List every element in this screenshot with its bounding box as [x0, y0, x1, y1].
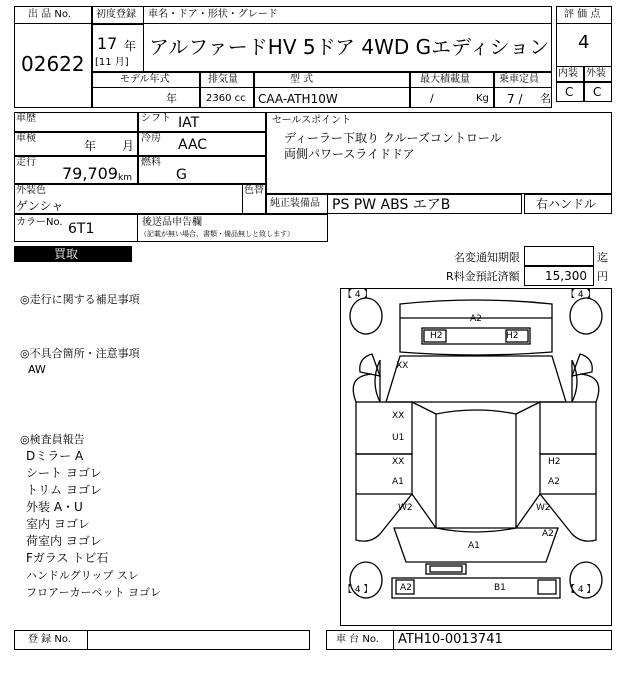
damage-label: H2: [548, 457, 561, 467]
sales-line-2: 両側パワースライドドア: [284, 147, 415, 161]
report-line: 荷室内 ヨゴレ: [26, 534, 102, 548]
purchase-label: 買取: [54, 247, 79, 261]
chassis-label: 車 台 No.: [336, 634, 379, 645]
fuel-value: G: [176, 167, 187, 183]
interior-grade: C: [565, 85, 574, 99]
inspection-label: 車検: [16, 133, 36, 144]
ac-value: AAC: [178, 137, 208, 153]
wheel-rear-left: [350, 562, 382, 598]
report-line: シート ヨゴレ: [26, 466, 102, 480]
damage-label: XX: [392, 411, 405, 421]
lot-number: 02622: [21, 52, 85, 76]
damage-label: A1: [392, 477, 404, 487]
report-line: 室内 ヨゴレ: [26, 517, 90, 531]
chassis-value: ATH10-0013741: [398, 632, 503, 647]
equip-label: 純正装備品: [270, 198, 320, 209]
color-no-label: カラーNo.: [16, 217, 63, 228]
capacity-value: 7 /: [507, 92, 523, 106]
score-value: 4: [578, 32, 590, 53]
max-load-unit: Kg: [476, 93, 489, 104]
mileage-value: 79,709: [62, 164, 118, 183]
tire-depth-front-left: 【 4 】: [343, 290, 373, 300]
deadline-unit: 迄: [597, 251, 608, 264]
damage-label: W2: [536, 503, 551, 513]
sales-label: セールスポイント: [272, 115, 352, 126]
displacement-label: 排気量: [208, 74, 238, 85]
recycle-label: R料金預託済額: [446, 270, 520, 283]
tire-depth-front-right: 【 4 】: [566, 290, 596, 300]
reg-year: 17: [97, 34, 118, 53]
wheel-front-right: [570, 298, 602, 334]
sales-line-1: ディーラー下取り クルーズコントロール: [284, 131, 502, 145]
score-label: 評 価 点: [564, 9, 601, 20]
mileage-unit: km: [118, 173, 132, 183]
tire-depth-rear-right: 【 4 】: [566, 585, 596, 595]
defects-title: ◎不具合箇所・注意事項: [20, 347, 140, 360]
shift-label: シフト: [141, 113, 171, 124]
inspection-month: 月: [122, 139, 135, 153]
left-quarter: [356, 494, 412, 541]
type-value: CAA-ATH10W: [258, 92, 338, 106]
interior-label: 内装: [558, 68, 578, 79]
damage-label: A2: [470, 314, 482, 324]
report-line: Fガラス トビ石: [26, 551, 109, 565]
report-line: トリム ヨゴレ: [26, 483, 102, 497]
inspector-report-list: [26, 448, 161, 601]
defects-value: AW: [28, 363, 46, 376]
damage-label: XX: [392, 457, 405, 467]
recycle-value: 15,300: [545, 269, 587, 283]
damage-label: H2: [430, 331, 443, 341]
tire-depth-rear-left: 【 4 】: [343, 585, 373, 595]
damage-label: A2: [400, 583, 412, 593]
history-label: 車歴: [16, 113, 36, 124]
equip-value: PS PW ABS エアB: [332, 197, 451, 213]
inspection-year: 年: [84, 139, 97, 153]
front-fender-left: [375, 360, 380, 402]
model-year-unit: 年: [166, 92, 177, 105]
right-front-door: [540, 402, 596, 454]
exterior-label: 外装: [586, 68, 606, 79]
damage-label: XX: [396, 361, 409, 371]
color-value: ゲンシャ: [16, 199, 64, 213]
reg-no-label: 登 録 No.: [28, 634, 71, 645]
docs-note: （記載が無い場合、書類・備品無しと致します）: [140, 230, 294, 238]
damage-label: A2: [542, 529, 554, 539]
vehicle-outline-diagram: [340, 288, 612, 626]
capacity-label: 乗車定員: [499, 74, 539, 85]
shift-value: IAT: [178, 115, 200, 131]
damage-label: H2: [506, 331, 519, 341]
reg-label: 初度登録: [96, 9, 136, 20]
ac-label: 冷房: [141, 133, 161, 144]
type-label: 型 式: [290, 74, 314, 85]
report-line: ハンドルグリップ スレ: [26, 569, 139, 582]
report-line: Dミラー A: [26, 449, 84, 463]
color-label: 外装色: [16, 185, 46, 196]
wheel-rear-right: [570, 562, 602, 598]
car-name: アルファードHV 5ドア 4WD Gエディション: [149, 35, 550, 59]
damage-label: U1: [392, 433, 405, 443]
front-fender-right: [572, 360, 577, 402]
right-mirror: [572, 354, 592, 376]
deadline-label: 名変通知期限: [454, 251, 520, 264]
damage-label: A2: [548, 477, 560, 487]
lot-label: 出 品 No.: [28, 9, 71, 20]
report-line: フロアーカーペット ヨゴレ: [26, 586, 161, 599]
c-pillar-lines: [412, 494, 540, 528]
inspector-title: ◎検査員報告: [20, 433, 85, 446]
reg-year-unit: 年: [124, 39, 137, 53]
capacity-unit: 名: [540, 92, 551, 105]
max-load-label: 最大積載量: [420, 74, 470, 85]
color-no-value: 6T1: [68, 221, 95, 237]
docs-label: 後送品申告欄: [142, 217, 202, 228]
rear-lamp-right: [538, 580, 556, 594]
color-change-label: 色替: [244, 185, 264, 196]
damage-label: W2: [398, 503, 413, 513]
front-lower-curve-left: [353, 374, 372, 402]
model-year-label: モデル年式: [120, 74, 170, 85]
report-line: 外装 A・U: [26, 500, 83, 514]
handle-value: 右ハンドル: [536, 197, 597, 211]
title-label: 車名・ドア・形状・グレード: [148, 9, 278, 20]
left-mirror: [360, 354, 380, 376]
windshield: [386, 356, 566, 402]
recycle-unit: 円: [597, 270, 608, 283]
roof: [436, 410, 516, 532]
displacement-value: 2360 cc: [206, 93, 246, 104]
front-lower-curve-right: [580, 374, 599, 402]
damage-label: A1: [468, 541, 480, 551]
max-load-slash: /: [430, 92, 434, 105]
deadline-field: [524, 246, 594, 266]
wheel-front-left: [350, 298, 382, 334]
fuel-label: 燃料: [141, 157, 161, 168]
damage-label: B1: [494, 583, 506, 593]
exterior-grade: C: [593, 85, 602, 99]
rear-bumper: [392, 578, 560, 598]
reg-month: [11 月]: [95, 57, 129, 68]
left-front-door: [356, 402, 412, 454]
mileage-label: 走行: [16, 157, 36, 168]
a-pillar-lines: [412, 402, 540, 414]
rear-plate-inner: [430, 566, 462, 572]
driving-title: ◎走行に関する補足事項: [20, 293, 140, 306]
